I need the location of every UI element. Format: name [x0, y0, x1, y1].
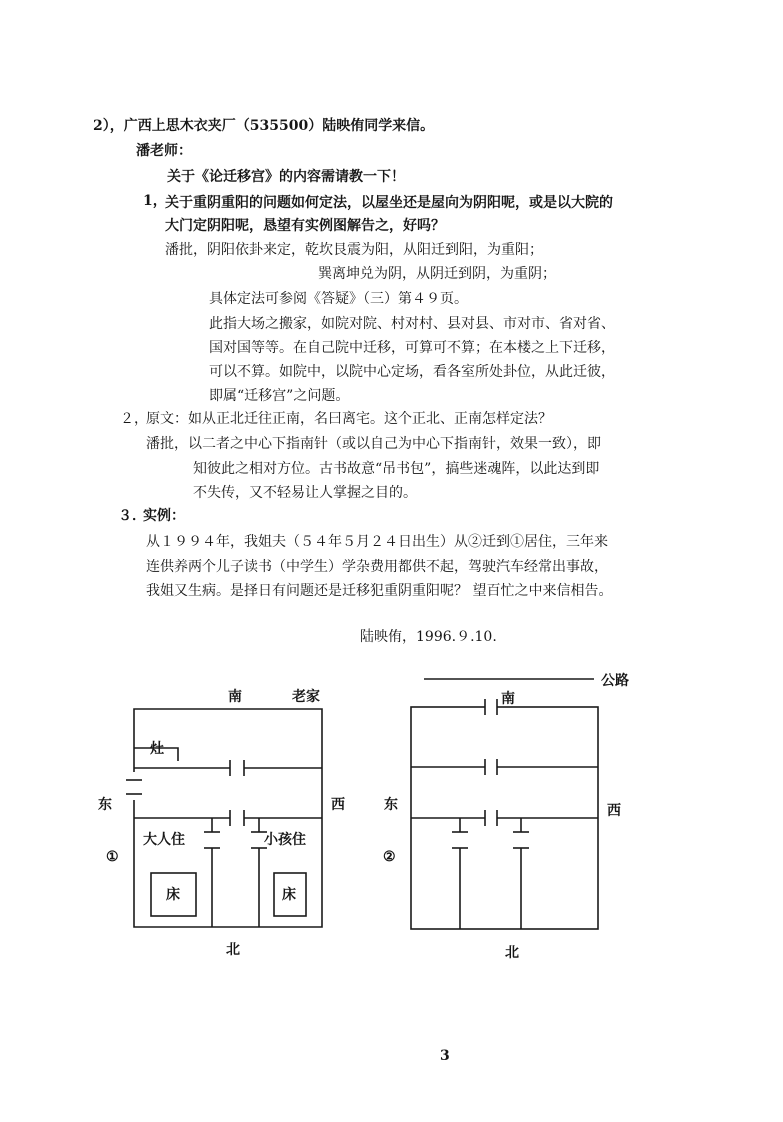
a1-line-3: 具体定法可参阅《答疑》（三）第４９页。 [209, 291, 468, 307]
plan2-south-label: 南 [501, 691, 515, 707]
a1-line-7: 即属“迁移宫”之问题。 [209, 388, 350, 404]
q3-line-2: 连供养两个儿子读书（中学生）学杂费用都供不起，驾驶汽车经常出事故， [146, 559, 608, 575]
plan1-title: 老家 [292, 689, 320, 705]
q3-line-3: 我姐又生病。是择日有问题还是迁移犯重阴重阳呢？ 望百忙之中来信相告。 [146, 583, 613, 599]
plan1-marker: ① [106, 849, 119, 865]
a2-line-2: 知彼此之相对方位。古书故意“吊书包”，搞些迷魂阵，以此达到即 [193, 461, 600, 477]
q1-number: 1， [143, 193, 167, 209]
plan1-adults-label: 大人住 [143, 832, 185, 848]
a2-line-1: 潘批，以二者之中心下指南针（或以自己为中心下指南针，效果一致），即 [146, 436, 601, 452]
a1-line-6: 可以不算。如院中，以院中心定场，看各室所处卦位，从此迁彼， [209, 364, 615, 380]
plan1-east-label: 东 [98, 797, 112, 813]
a1-line-4: 此指大场之搬家，如院对院、村对村、县对县、市对市、省对省、 [209, 316, 615, 332]
plan2-west-label: 西 [607, 803, 621, 819]
q2-number: ２， [120, 411, 148, 427]
plan1-stove-label: 灶 [150, 741, 164, 757]
q1-line-1: 关于重阴重阳的问题如何定法，以屋坐还是屋向为阴阳呢，或是以大院的 [165, 195, 613, 211]
plan1-bed-left-label: 床 [166, 887, 180, 903]
plan1-west-label: 西 [331, 797, 345, 813]
q3-number: ３． [118, 508, 146, 524]
q1-line-2: 大门定阴阳呢，恳望有实例图解告之，好吗？ [165, 218, 445, 234]
letter-heading: 2），广西上思木衣夹厂（535500）陆映侑同学来信。 [93, 118, 435, 134]
plan1-north-label: 北 [226, 942, 240, 958]
plan1-south-label: 南 [228, 689, 242, 705]
a1-line-5: 国对国等等。在自己院中迁移，可算可不算；在本楼之上下迁移， [209, 340, 615, 356]
q3-label: 实例： [143, 508, 185, 524]
q2-line-1: 原文：如从正北迁往正南，名曰离宅。这个正北、正南怎样定法？ [146, 411, 552, 427]
q3-line-1: 从１９９４年，我姐夫（５４年５月２４日出生）从②迁到①居住，三年来 [146, 534, 608, 550]
salutation: 潘老师： [136, 143, 192, 159]
plan2-marker: ② [383, 849, 396, 865]
plan1-child-label: 小孩住 [264, 832, 306, 848]
plan2-road-label: 公路 [601, 673, 629, 689]
plan2-east-label: 东 [384, 797, 398, 813]
signature: 陆映侑，1996.９.10. [360, 629, 497, 645]
page-number: 3 [440, 1048, 450, 1064]
a1-line-1: 潘批，阴阳依卦来定，乾坎艮震为阳，从阳迁到阳，为重阳； [165, 242, 543, 258]
intro-line: 关于《论迁移宫》的内容需请教一下！ [167, 169, 405, 185]
a1-line-2: 巽离坤兑为阴，从阴迁到阴，为重阴； [318, 266, 556, 282]
plan1-bed-right-label: 床 [282, 887, 296, 903]
a2-line-3: 不失传，又不轻易让人掌握之目的。 [193, 485, 417, 501]
plan2-north-label: 北 [505, 945, 519, 961]
